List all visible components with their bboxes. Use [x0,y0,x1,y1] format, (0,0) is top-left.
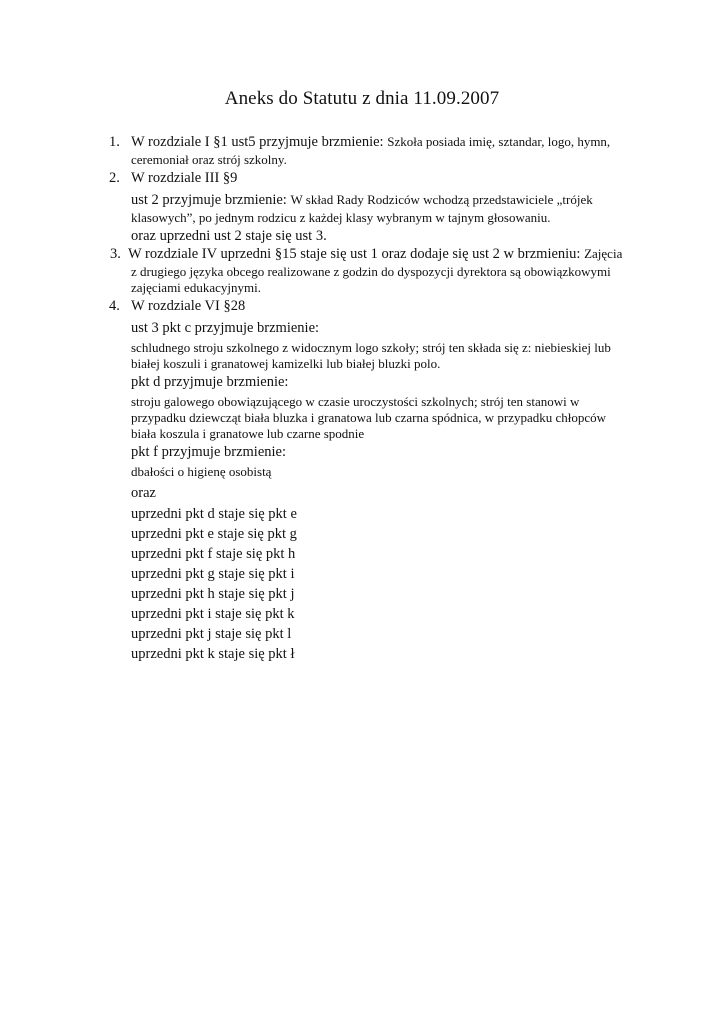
item-text-continued: ceremoniał oraz strój szkolny. [131,152,287,167]
rename-line: uprzedni pkt f staje się pkt h [131,546,296,562]
subitem-f-text: dbałości o higienę osobistą [131,464,272,479]
item-lead: ust 2 przyjmuje brzmienie: [131,192,287,208]
item-number: 3. [110,246,121,262]
subitem-d-text: biała koszula i granatowe lub czarne spodnie [131,426,365,441]
subitem-c-text: schludnego stroju szkolnego z widocznym logo szkoły; strój ten składa się z: niebieskiej lub [131,340,611,355]
item-lead: W rozdziale I §1 ust5 przyjmuje brzmienie: [131,134,384,150]
document-title: Aneks do Statutu z dnia 11.09.2007 [224,88,500,109]
item-number: 2. [109,170,120,186]
conjunction-text: oraz [131,485,156,501]
subitem-c-text: białej koszuli i granatowej kamizelki lub białej bluzki polo. [131,356,441,371]
rename-line: uprzedni pkt i staje się pkt k [131,606,295,622]
item-text: Zajęcia [584,246,623,261]
item-heading: W rozdziale VI §28 [131,298,246,314]
item-text: Szkoła posiada imię, sztandar, logo, hymn, [387,134,611,149]
item-number: 1. [109,134,120,150]
item-text-continued: z drugiego języka obcego realizowane z godzin do dyspozycji dyrektora są obowiązkowymi [131,264,611,279]
subitem-c-lead: ust 3 pkt c przyjmuje brzmienie: [131,320,320,336]
rename-line: uprzedni pkt h staje się pkt j [131,586,295,602]
subitem-d-text: przypadku dziewcząt biała bluzka i granatowa lub czarna spódnica, w przypadku chłopców [131,410,607,425]
item-note: oraz uprzedni ust 2 staje się ust 3. [131,228,327,244]
rename-line: uprzedni pkt k staje się pkt ł [131,646,295,662]
rename-line: uprzedni pkt g staje się pkt i [131,566,295,582]
rename-line: uprzedni pkt d staje się pkt e [131,506,297,522]
subitem-d-text: stroju galowego obowiązującego w czasie uroczystości szkolnych; strój ten stanowi w [131,394,580,409]
subitem-f-lead: pkt f przyjmuje brzmienie: [131,444,287,460]
item-text: W skład Rady Rodziców wchodzą przedstawiciele „trójek [290,192,593,207]
item-heading: W rozdziale III §9 [131,170,238,186]
item-text-continued: zajęciami edukacyjnymi. [131,280,261,295]
item-text-continued: klasowych”, po jednym rodzicu z każdej klasy wybranym w tajnym głosowaniu. [131,210,551,225]
subitem-d-lead: pkt d przyjmuje brzmienie: [131,374,289,390]
item-lead: W rozdziale IV uprzedni §15 staje się ust 1 oraz dodaje się ust 2 w brzmieniu: [128,246,581,262]
rename-line: uprzedni pkt e staje się pkt g [131,526,297,542]
rename-line: uprzedni pkt j staje się pkt l [131,626,292,642]
item-number: 4. [109,298,120,314]
